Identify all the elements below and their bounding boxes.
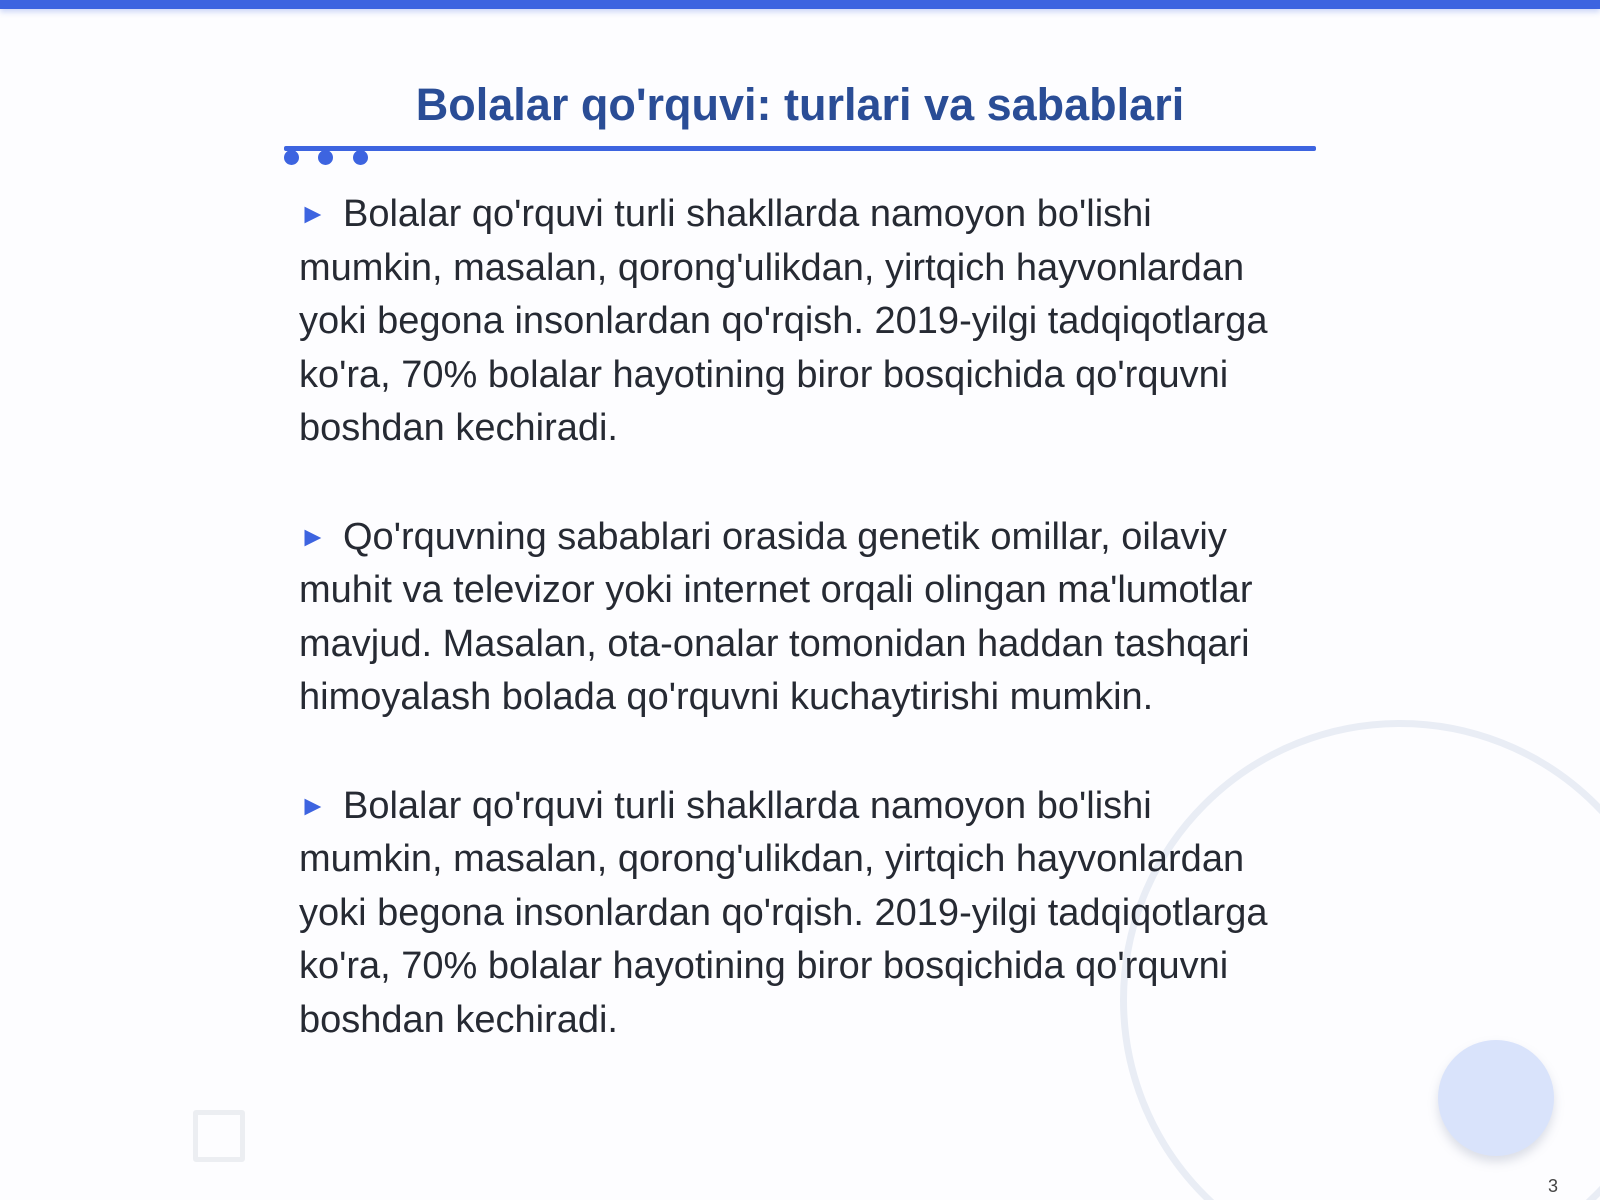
underline-dot bbox=[284, 150, 299, 165]
underline-dot bbox=[318, 150, 333, 165]
title-underline bbox=[284, 146, 1316, 151]
paragraph-text: Bolalar qo'rquvi turli shakllarda namoyon bo'lishi mumkin, masalan, qorong'ulikdan, yirtqich hayvonlardan yoki begona insonlardan qo'rqish. 2019-yilgi tadqiqotlarga ko'ra, 70% bolalar hayotining biror bosqichida qo'rquvni boshdan kechiradi. bbox=[299, 784, 1268, 1041]
underline-dot bbox=[353, 150, 368, 165]
paragraph-text: Bolalar qo'rquvi turli shakllarda namoyon bo'lishi mumkin, masalan, qorong'ulikdan, yirtqich hayvonlardan yoki begona insonlardan qo'rqish. 2019-yilgi tadqiqotlarga ko'ra, 70% bolalar hayotining biror bosqichida qo'rquvni boshdan kechiradi. bbox=[299, 193, 1268, 449]
bullet-paragraph-3 bbox=[299, 779, 1299, 1048]
triangle-bullet-icon: ► bbox=[299, 789, 327, 821]
bullet-paragraph-2 bbox=[299, 510, 1299, 725]
decorative-square bbox=[193, 1110, 245, 1162]
top-accent-bar bbox=[0, 0, 1600, 9]
slide-title: Bolalar qo'rquvi: turlari va sabablari bbox=[415, 79, 1185, 130]
page-number: 3 bbox=[1548, 1176, 1559, 1196]
triangle-bullet-icon: ► bbox=[299, 198, 327, 229]
paragraph-text: Qo'rquvning sabablari orasida genetik omillar, oilaviy muhit va televizor yoki internet orqali olingan ma'lumotlar mavjud. Masalan, ota-onalar tomonidan haddan tashqari himoyalash bolada qo'rquvni kuchaytirishi mumkin. bbox=[299, 515, 1253, 718]
triangle-bullet-icon: ► bbox=[299, 520, 327, 552]
decorative-circle bbox=[1438, 1040, 1554, 1156]
bullet-paragraph-1 bbox=[299, 187, 1299, 456]
bullet-list bbox=[299, 187, 1299, 1101]
